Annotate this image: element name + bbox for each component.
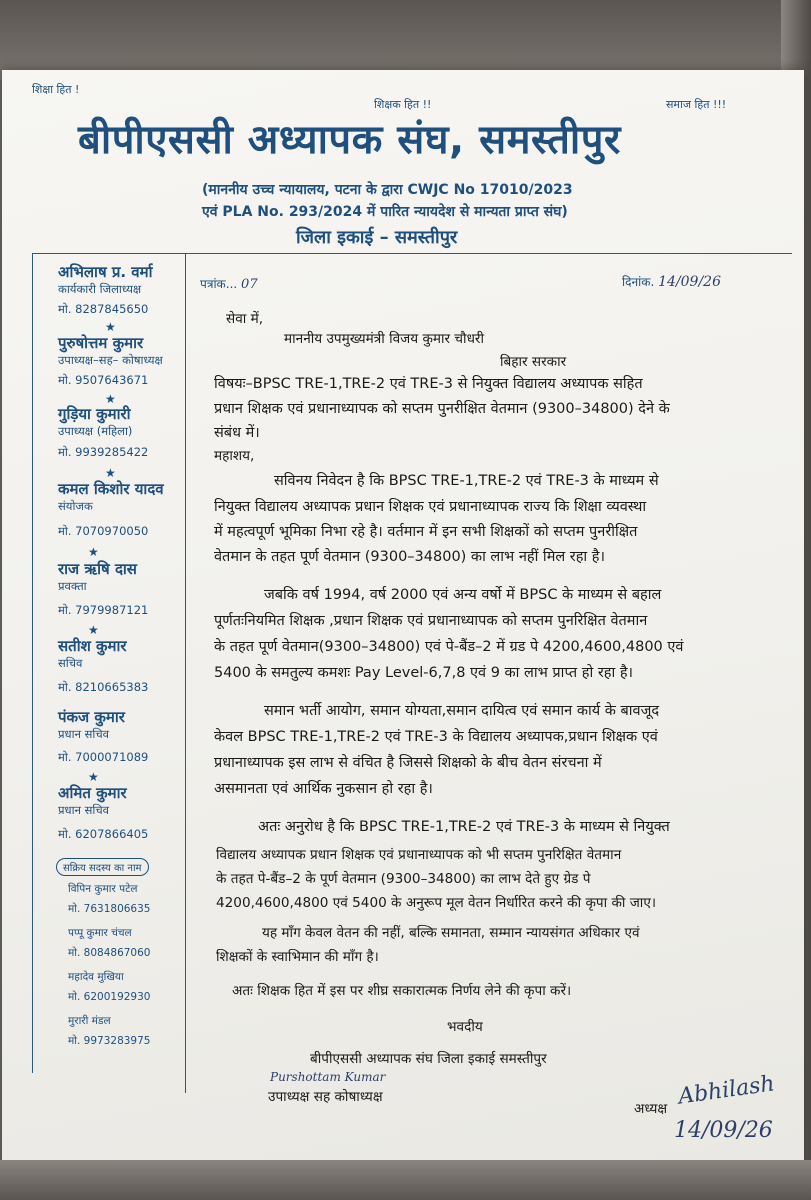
officer-role: उपाध्यक्ष (महिला)	[58, 424, 133, 438]
slogan-left: शिक्षा हित !	[32, 83, 80, 96]
officer-role: सचिव	[58, 656, 83, 670]
member-name: पप्पू कुमार चंचल	[68, 927, 132, 939]
organization-signature-line: बीपीएससी अध्यापक संघ जिला इकाई समस्तीपुर	[310, 1051, 547, 1067]
subject-line-1: विषयः–BPSC TRE-1,TRE-2 एवं TRE-3 से नियुक्त विद्यालय अध्यापक सहित	[214, 376, 643, 392]
paragraph-line: जबकि वर्ष 1994, वर्ष 2000 एवं अन्य वर्षो में BPSC के माध्यम से बहाल	[264, 587, 662, 603]
reference-number-field	[200, 275, 258, 292]
slogan-center: शिक्षक हित !!	[374, 98, 432, 111]
reference-label: पत्रांक...	[200, 277, 238, 291]
paragraph-line: असमानता एवं आर्थिक नुकसान हो रहा है।	[214, 781, 433, 797]
paragraph-line: प्रधानाध्यापक इस लाभ से वंचित है जिससे शिक्षको के बीच वेतन संरचना में	[214, 755, 602, 771]
officer-name: पुरुषोत्तम कुमार	[58, 334, 144, 352]
addressee-salutation: सेवा में,	[226, 311, 264, 327]
closing: भवदीय	[447, 1019, 483, 1035]
sidebar-officer	[58, 262, 153, 317]
officer-phone: मो. 8210665383	[58, 680, 149, 694]
officer-phone: मो. 6207866405	[58, 827, 149, 841]
paragraph-line: सविनय निवेदन है कि BPSC TRE-1,TRE-2 एवं TRE-3 के माध्यम से	[274, 473, 659, 489]
vice-president-signature: Purshottam Kumar	[270, 1070, 386, 1084]
president-signature-date: 14/09/26	[674, 1118, 773, 1143]
officer-phone: मो. 7070970050	[58, 524, 149, 538]
paragraph-line: 4200,4600,4800 एवं 5400 के अनुरूप मूल वेतन निर्धारित करने की कृपा की जाए।	[216, 895, 656, 911]
member-phone: मो. 7631806635	[68, 903, 151, 915]
star-icon: ★	[105, 320, 116, 334]
star-icon: ★	[88, 770, 99, 784]
paragraph-line: पूर्णतःनियमित शिक्षक ,प्रधान शिक्षक एवं प्रधानाध्यापक को सप्तम पुनरिक्षित वेतमान	[214, 613, 648, 629]
officer-role: प्रवक्ता	[58, 579, 87, 593]
date-label: दिनांक.	[622, 275, 655, 289]
paragraph-line: के तहत पूर्ण वेतमान(9300–34800) एवं पे-बैंड–2 में ग्रड पे 4200,4600,4800 एवं	[214, 639, 684, 655]
officer-phone: मो. 9939285422	[58, 445, 149, 459]
officer-name: राज ऋषि दास	[58, 560, 137, 578]
officer-role: प्रधान सचिव	[58, 727, 110, 741]
sidebar-officer	[58, 636, 148, 695]
member-phone: मो. 8084867060	[68, 947, 151, 959]
paragraph-line: शिक्षकों के स्वाभिमान की माँग है।	[216, 949, 379, 965]
president-signature: Abhilash	[676, 1071, 777, 1110]
member-phone: मो. 6200192930	[68, 991, 151, 1003]
slogan-right: समाज हित !!!	[666, 98, 727, 111]
date-value: 14/09/26	[658, 274, 721, 290]
addressee-name: माननीय उपमुख्यमंत्री विजय कुमार चौधरी	[284, 331, 485, 347]
paragraph-line: में महत्वपूर्ण भूमिका निभा रहे है। वर्तमान में इन सभी शिक्षकों को सप्तम पुनरीक्षित	[214, 524, 638, 540]
star-icon: ★	[105, 392, 116, 406]
officer-role: उपाध्यक्ष–सह– कोषाध्यक्ष	[58, 353, 163, 367]
recognition-line-1: (माननीय उच्च न्यायालय, पटना के द्वारा CWJC No 17010/2023	[202, 182, 573, 198]
paragraph-line: 5400 के समतुल्य कमशः Pay Level-6,7,8 एवं 9 का लाभ प्राप्त हो रहा है।	[214, 665, 634, 681]
star-icon: ★	[88, 545, 99, 559]
letter-paper	[2, 70, 804, 1175]
organization-title: बीपीएससी अध्यापक संघ, समस्तीपुर	[78, 117, 621, 163]
addressee-government: बिहार सरकार	[500, 354, 567, 370]
officer-phone: मो. 7000071089	[58, 750, 149, 764]
left-border	[32, 253, 33, 1073]
sidebar-member	[68, 1014, 150, 1048]
officer-phone: मो. 8287845650	[58, 302, 149, 316]
member-name: मुरारी मंडल	[68, 1015, 111, 1027]
photo-background-top	[0, 0, 811, 80]
sidebar-officer	[58, 559, 148, 618]
date-field	[622, 273, 721, 290]
salutation: महाशय,	[214, 448, 255, 464]
active-members-label: सक्रिय सदस्य का नाम	[56, 858, 149, 876]
sidebar-officer	[58, 333, 163, 388]
vice-president-title: उपाध्यक्ष सह कोषाध्यक्ष	[268, 1089, 383, 1105]
subject-line-3: संबंध में।	[214, 425, 260, 441]
officer-name: पंकज कुमार	[58, 708, 125, 726]
paragraph-6: अतः शिक्षक हित में इस पर शीघ्र सकारात्मक निर्णय लेने की कृपा करें।	[232, 983, 572, 999]
member-name: महादेव मुखिया	[68, 971, 124, 983]
recognition-line-2: एवं PLA No. 293/2024 में पारित न्यायदेश से मान्यता प्राप्त संघ)	[202, 204, 568, 220]
officer-phone: मो. 9507643671	[58, 373, 149, 387]
member-phone: मो. 9973283975	[68, 1035, 151, 1047]
officer-name: अभिलाष प्र. वर्मा	[58, 263, 153, 281]
star-icon: ★	[105, 466, 116, 480]
member-name: विपिन कुमार पटेल	[68, 883, 138, 895]
star-icon: ★	[88, 623, 99, 637]
paragraph-line: अतः अनुरोध है कि BPSC TRE-1,TRE-2 एवं TRE-3 के माध्यम से नियुक्त	[258, 819, 670, 835]
officer-role: कार्यकारी जिलाध्यक्ष	[58, 282, 142, 296]
sidebar-officer	[58, 783, 148, 842]
sidebar-member	[68, 970, 150, 1004]
officer-phone: मो. 7979987121	[58, 603, 149, 617]
officer-name: अमित कुमार	[58, 784, 127, 802]
officer-name: कमल किशोर यादव	[58, 480, 164, 498]
paragraph-line: विद्यालय अध्यापक प्रधान शिक्षक एवं प्रधानाध्यापक को भी सप्तम पुनरिक्षित वेतमान	[216, 847, 622, 863]
paragraph-line: के तहत पे-बैंड–2 के पूर्ण वेतमान (9300–34800) का लाभ देते हुए ग्रेड पे	[216, 871, 591, 887]
photo-background-bottom	[0, 1160, 811, 1200]
paragraph-line: वेतमान के तहत पूर्ण वेतमान (9300–34800) का लाभ नहीं मिल रहा है।	[214, 549, 605, 565]
officer-name: गुड़िया कुमारी	[58, 405, 131, 423]
header-divider	[32, 253, 792, 254]
sidebar-member	[68, 926, 150, 960]
sidebar-member	[68, 882, 150, 916]
sidebar-officer	[58, 707, 148, 765]
paragraph-line: यह माँग केवल वेतन की नहीं, बल्कि समानता, सम्मान न्यायसंगत अधिकार एवं	[262, 925, 640, 941]
district-unit: जिला इकाई – समस्तीपुर	[296, 227, 458, 248]
subject-line-2: प्रधान शिक्षक एवं प्रधानाध्यापक को सप्तम पुनरीक्षित वेतमान (9300–34800) देने के	[214, 401, 670, 417]
officer-role: संयोजक	[58, 499, 93, 513]
paragraph-line: नियुक्त विद्यालय अध्यापक प्रधान शिक्षक एवं प्रधानाध्यापक राज्य कि शिक्षा व्यवस्था	[214, 499, 647, 515]
sidebar-officer	[58, 404, 148, 460]
president-title: अध्यक्ष	[634, 1101, 668, 1117]
sidebar-divider	[185, 253, 186, 1093]
officer-role: प्रधान सचिव	[58, 803, 110, 817]
paragraph-line: समान भर्ती आयोग, समान योग्यता,समान दायित्व एवं समान कार्य के बावजूद	[264, 703, 660, 719]
officer-name: सतीश कुमार	[58, 637, 127, 655]
paragraph-line: केवल BPSC TRE-1,TRE-2 एवं TRE-3 के विद्यालय अध्यापक,प्रधान शिक्षक एवं	[214, 729, 658, 745]
sidebar-officer	[58, 479, 164, 539]
reference-value: 07	[241, 277, 258, 292]
